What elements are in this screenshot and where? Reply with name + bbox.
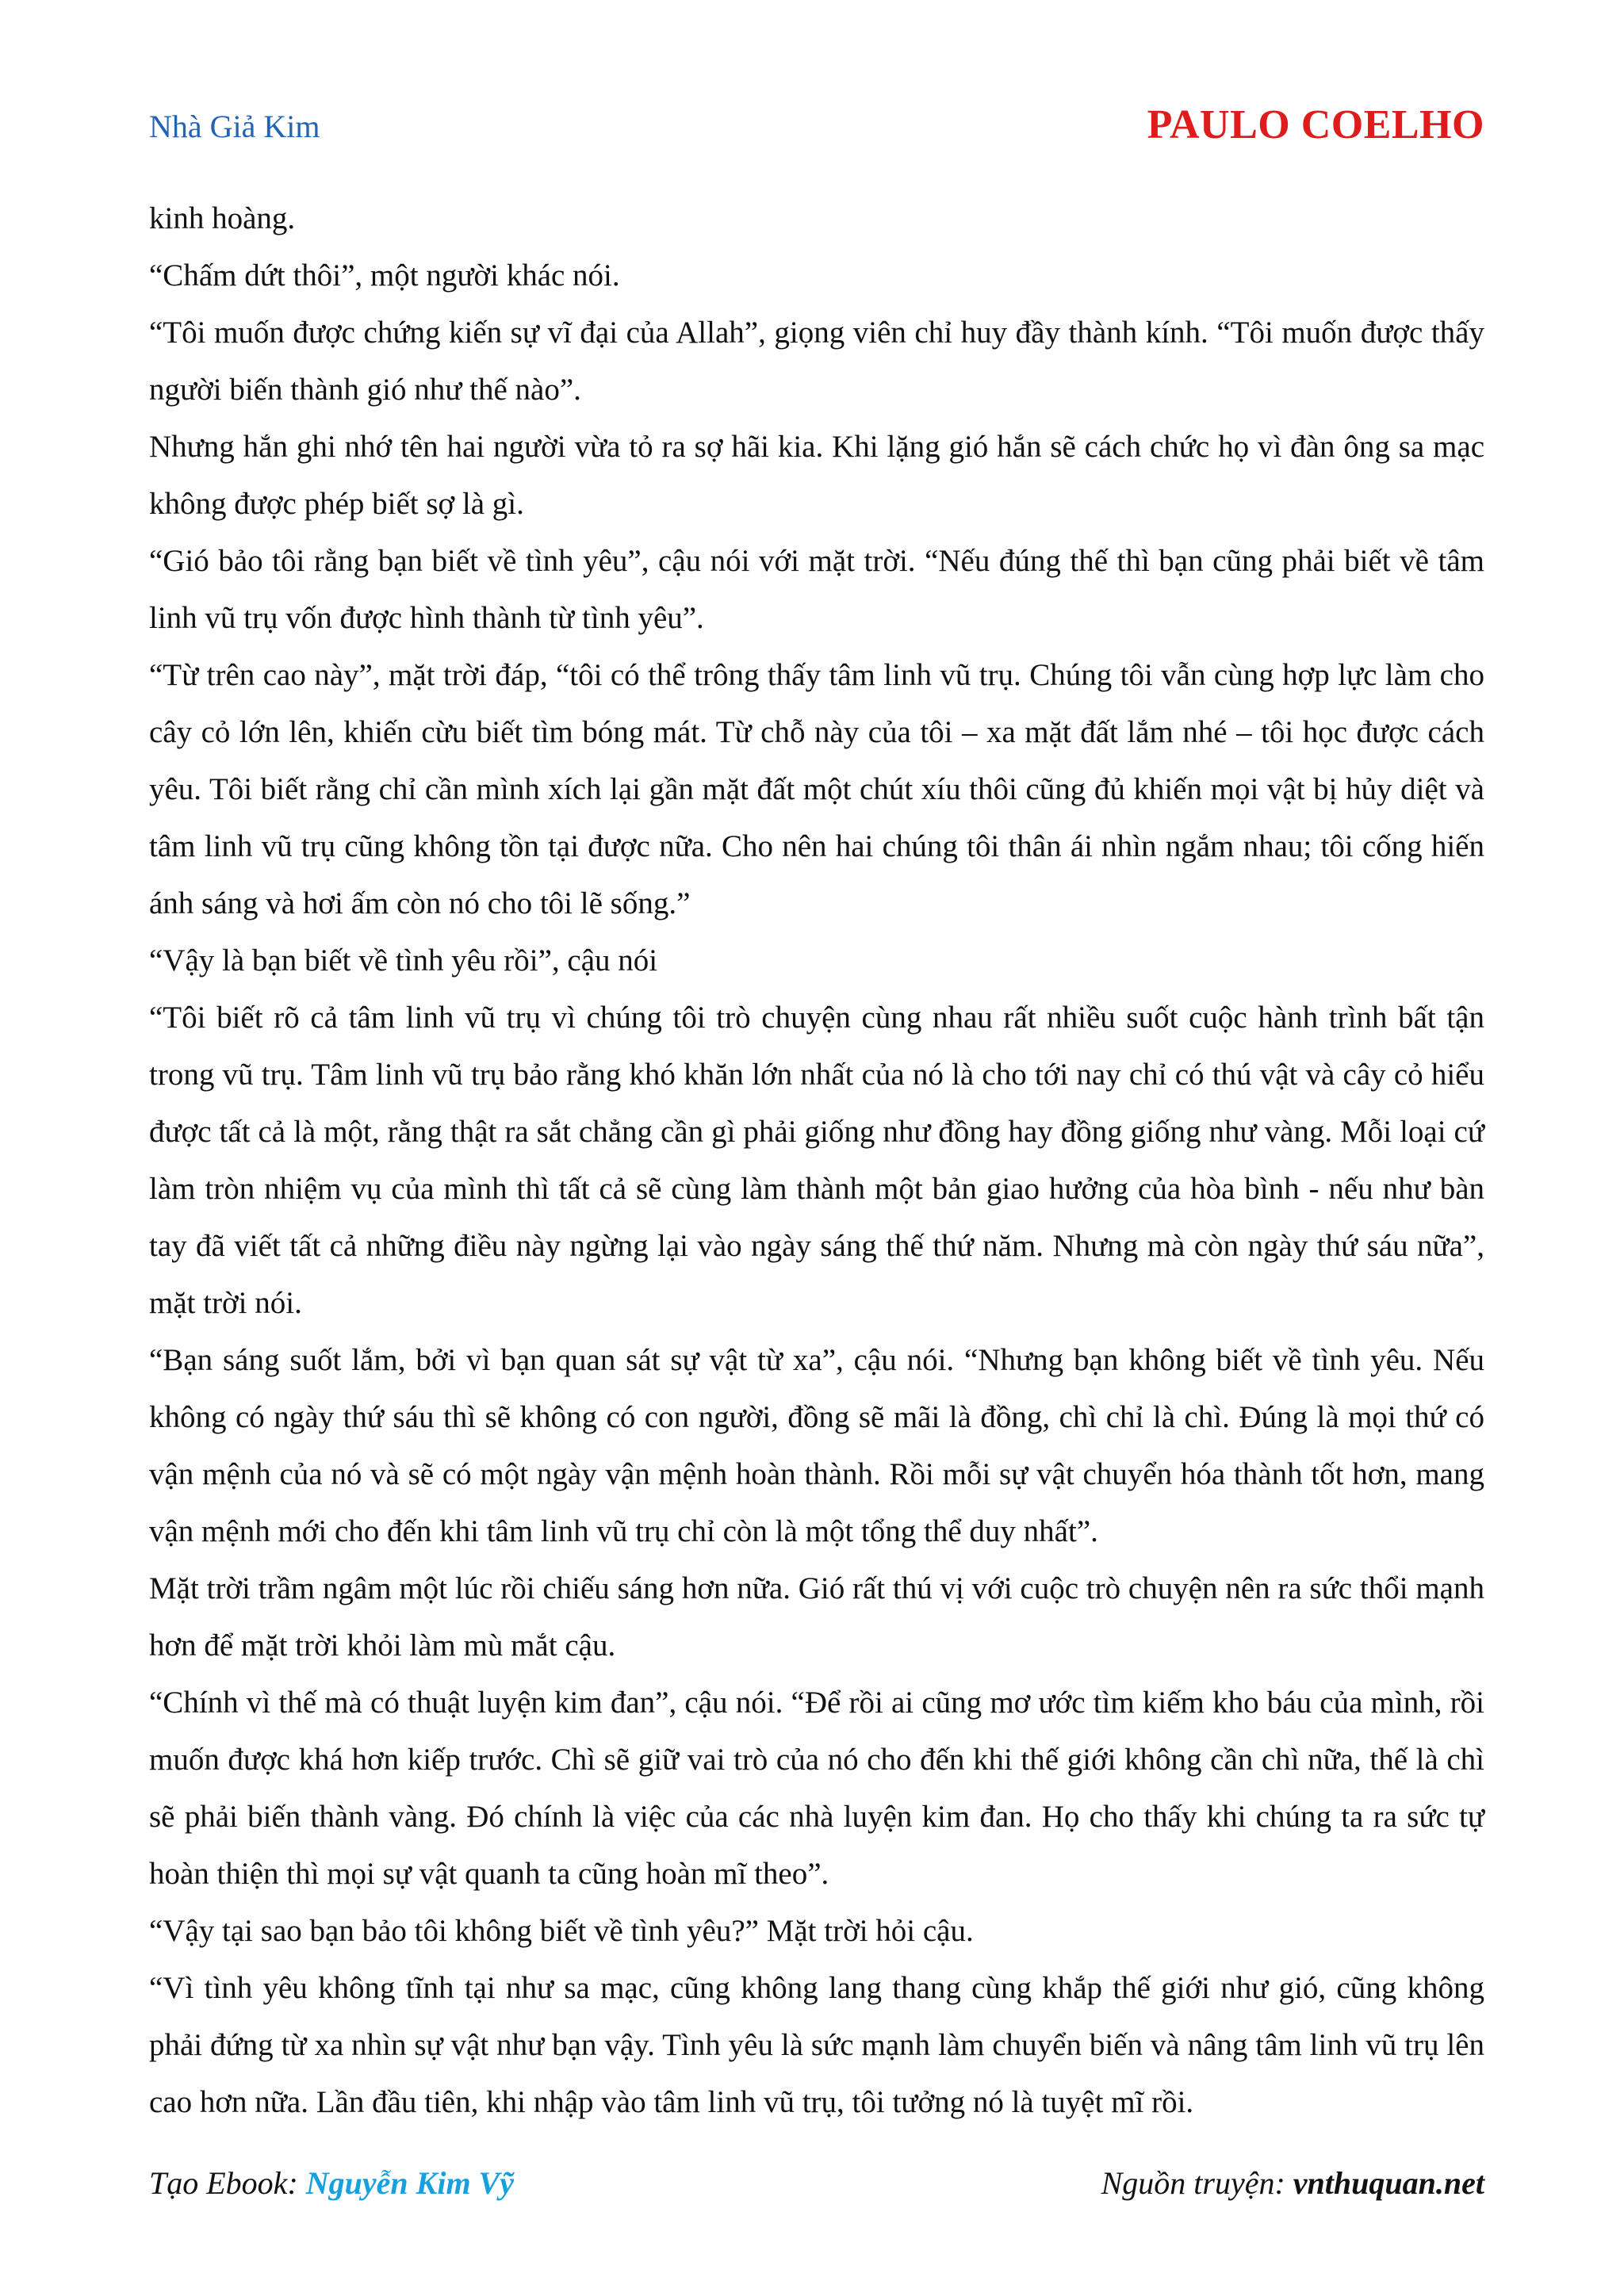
paragraph: “Gió bảo tôi rằng bạn biết về tình yêu”, cậu nói với mặt trời. “Nếu đúng thế thì bạn cũng phải biết về tâm linh vũ trụ vốn được hình thành từ tình yêu”. [149,544,1484,635]
paragraph: “Vậy tại sao bạn bảo tôi không biết về tình yêu?” Mặt trời hỏi cậu. [149,1914,974,1948]
paragraph: Nhưng hắn ghi nhớ tên hai người vừa tỏ ra sợ hãi kia. Khi lặng gió hắn sẽ cách chức họ vì đàn ông sa mạc không được phép biết sợ là gì. [149,430,1484,521]
paragraph: “Chấm dứt thôi”, một người khác nói. [149,258,620,293]
paragraph: “Tôi muốn được chứng kiến sự vĩ đại của Allah”, giọng viên chỉ huy đầy thành kính. “Tôi muốn được thấy người biến thành gió như thế nào”. [149,316,1484,407]
paragraph: “Chính vì thế mà có thuật luyện kim đan”, cậu nói. “Để rồi ai cũng mơ ước tìm kiếm kho báu của mình, rồi muốn được khá hơn kiếp trước. Chì sẽ giữ vai trò của nó cho đến khi thế giới không cần chì nữa, thế là chì sẽ phải biến thành vàng. Đó chính là việc của các nhà luyện kim đan. Họ cho thấy khi chúng ta ra sức tự hoàn thiện thì mọi sự vật quanh ta cũng hoàn mĩ theo”. [149,1686,1484,1891]
author-name: PAULO COELHO [1147,102,1484,147]
ebook-label: Tạo Ebook [149,2165,288,2201]
paragraph: “Bạn sáng suốt lắm, bởi vì bạn quan sát sự vật từ xa”, cậu nói. “Nhưng bạn không biết về tình yêu. Nếu không có ngày thứ sáu thì sẽ không có con người, đồng sẽ mãi là đồng, chì chỉ là chì. Đúng là mọi thứ có vận mệnh của nó và sẽ có một ngày vận mệnh hoàn thành. Rồi mỗi sự vật chuyển hóa thành tốt hơn, mang vận mệnh mới cho đến khi tâm linh vũ trụ chỉ còn là một tổng thể duy nhất”. [149,1343,1484,1548]
ebook-credit: Tạo Ebook: Nguyễn Kim Vỹ [149,2165,514,2201]
source-site: vnthuquan.net [1293,2165,1484,2201]
ebook-creator: Nguyễn Kim Vỹ [305,2165,514,2201]
page-body [149,190,1484,2131]
source-credit: Nguồn truyện: vnthuquan.net [1101,2165,1484,2201]
page-footer [149,2164,1484,2212]
page-header [149,101,1484,157]
source-label: Nguồn truyện [1101,2165,1275,2201]
paragraph: “Vì tình yêu không tĩnh tại như sa mạc, cũng không lang thang cùng khắp thế giới như gió, cũng không phải đứng từ xa nhìn sự vật như bạn vậy. Tình yêu là sức mạnh làm chuyển biến và nâng tâm linh vũ trụ lên cao hơn nữa. Lần đầu tiên, khi nhập vào tâm linh vũ trụ, tôi tưởng nó là tuyệt mĩ rồi. [149,1971,1484,2119]
paragraph: “Vậy là bạn biết về tình yêu rồi”, cậu nói [149,943,658,978]
paragraph: “Từ trên cao này”, mặt trời đáp, “tôi có thể trông thấy tâm linh vũ trụ. Chúng tôi vẫn cùng hợp lực làm cho cây cỏ lớn lên, khiến cừu biết tìm bóng mát. Từ chỗ này của tôi – xa mặt đất lắm nhé – tôi học được cách yêu. Tôi biết rằng chỉ cần mình xích lại gần mặt đất một chút xíu thôi cũng đủ khiến mọi vật bị hủy diệt và tâm linh vũ trụ cũng không tồn tại được nữa. Cho nên hai chúng tôi thân ái nhìn ngắm nhau; tôi cống hiến ánh sáng và hơi ấm còn nó cho tôi lẽ sống.” [149,658,1484,920]
paragraph: Mặt trời trầm ngâm một lúc rồi chiếu sáng hơn nữa. Gió rất thú vị với cuộc trò chuyện nên ra sức thổi mạnh hơn để mặt trời khỏi làm mù mắt cậu. [149,1571,1484,1663]
paragraph: kinh hoàng. [149,201,296,235]
book-title: Nhà Giả Kim [149,109,320,144]
paragraph: “Tôi biết rõ cả tâm linh vũ trụ vì chúng tôi trò chuyện cùng nhau rất nhiều suốt cuộc hành trình bất tận trong vũ trụ. Tâm linh vũ trụ bảo rằng khó khăn lớn nhất của nó là cho tới nay chỉ có thú vật và cây cỏ hiểu được tất cả là một, rằng thật ra sắt chẳng cần gì phải giống như đồng hay đồng giống như vàng. Mỗi loại cứ làm tròn nhiệm vụ của mình thì tất cả sẽ cùng làm thành một bản giao hưởng của hòa bình - nếu như bàn tay đã viết tất cả những điều này ngừng lại vào ngày sáng thế thứ năm. Nhưng mà còn ngày thứ sáu nữa”, mặt trời nói. [149,1001,1484,1320]
